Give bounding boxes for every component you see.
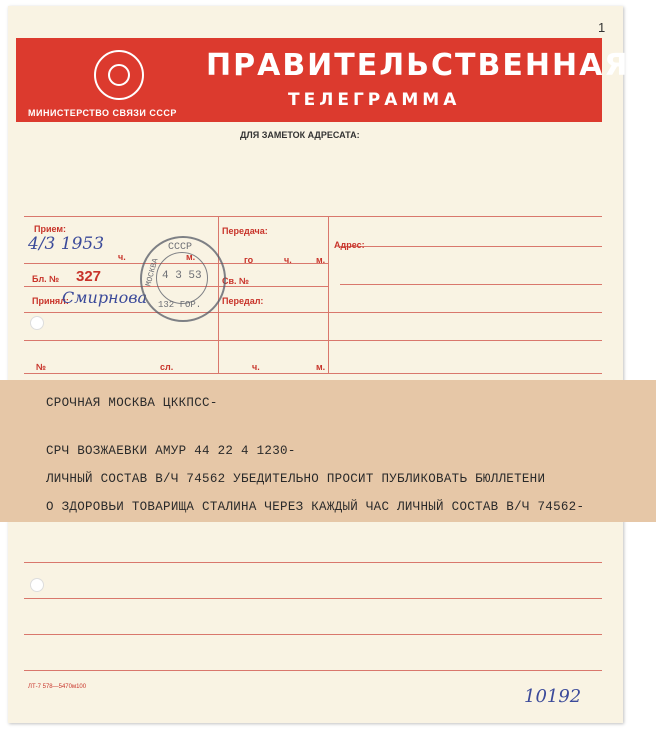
peredal-label: Передал: xyxy=(222,296,264,306)
handwritten-date: 4/3 1953 xyxy=(28,234,105,254)
bl-number: 327 xyxy=(76,268,102,285)
form-line xyxy=(24,312,602,313)
message-line-4: О ЗДОРОВЬИ ТОВАРИЩА СТАЛИНА ЧЕРЕЗ КАЖДЫЙ ЧАС ЛИЧНЫЙ СОСТАВ В/Ч 74562- xyxy=(46,500,585,514)
address-line xyxy=(340,246,602,247)
print-code: ЛТ-7 578—5470м100 xyxy=(28,684,87,690)
message-line-3: ЛИЧНЫЙ СОСТАВ В/Ч 74562 УБЕДИТЕЛЬНО ПРОСИТ ПУБЛИКОВАТЬ БЮЛЛЕТЕНИ xyxy=(46,472,546,486)
address-label: Адрес: xyxy=(334,240,365,250)
form-divider-right xyxy=(328,216,329,374)
message-line-2: СРЧ ВОЗЖАЕВКИ АМУР 44 22 4 1230- xyxy=(46,444,296,458)
priem-label: Прием: xyxy=(34,224,67,234)
peredacha-minutes-label: м. xyxy=(316,255,326,265)
words-label: сл. xyxy=(160,362,174,372)
address-line xyxy=(340,284,602,285)
form-top-line xyxy=(24,216,602,217)
peredacha-label: Передача: xyxy=(222,226,268,236)
telegram-title: ПРАВИТЕЛЬСТВЕННАЯ xyxy=(206,48,630,83)
bottom-minutes-label: м. xyxy=(316,362,326,372)
handwritten-signature: Смирнова xyxy=(62,288,148,307)
notes-label: ДЛЯ ЗАМЕТОК АДРЕСАТА: xyxy=(240,130,360,140)
ruled-line xyxy=(24,598,602,599)
form-line xyxy=(24,373,602,374)
header-banner xyxy=(16,38,630,122)
prinyal-label: Принял: xyxy=(32,296,69,306)
postmark-stamp: СССР МОСКВА 4 3 53 132 ГОР. xyxy=(140,236,226,322)
form-line xyxy=(24,340,602,341)
punch-hole xyxy=(30,578,44,592)
peredacha-hours-label: ч. xyxy=(284,255,292,265)
archive-number: 10192 xyxy=(524,686,582,707)
message-line-1: СРОЧНАЯ МОСКВА ЦККПСС- xyxy=(46,396,218,410)
ruled-line xyxy=(24,670,602,671)
ministry-label: МИНИСТЕРСТВО СВЯЗИ СССР xyxy=(28,108,177,118)
peredacha-year-label: го xyxy=(244,255,254,265)
number-label: № xyxy=(36,362,47,372)
bottom-hours-label: ч. xyxy=(252,362,260,372)
sv-no-label: Св. № xyxy=(222,276,250,286)
page-number: 1 xyxy=(598,20,606,35)
telegram-subtitle: ТЕЛЕГРАММА xyxy=(288,90,461,110)
priem-minutes-label: м. xyxy=(186,252,196,262)
ruled-line xyxy=(24,562,602,563)
bl-no-label: Бл. № xyxy=(32,274,60,284)
priem-hours-label: ч. xyxy=(118,252,126,262)
ruled-line xyxy=(24,634,602,635)
ussr-emblem-icon xyxy=(94,50,144,100)
punch-hole xyxy=(30,316,44,330)
